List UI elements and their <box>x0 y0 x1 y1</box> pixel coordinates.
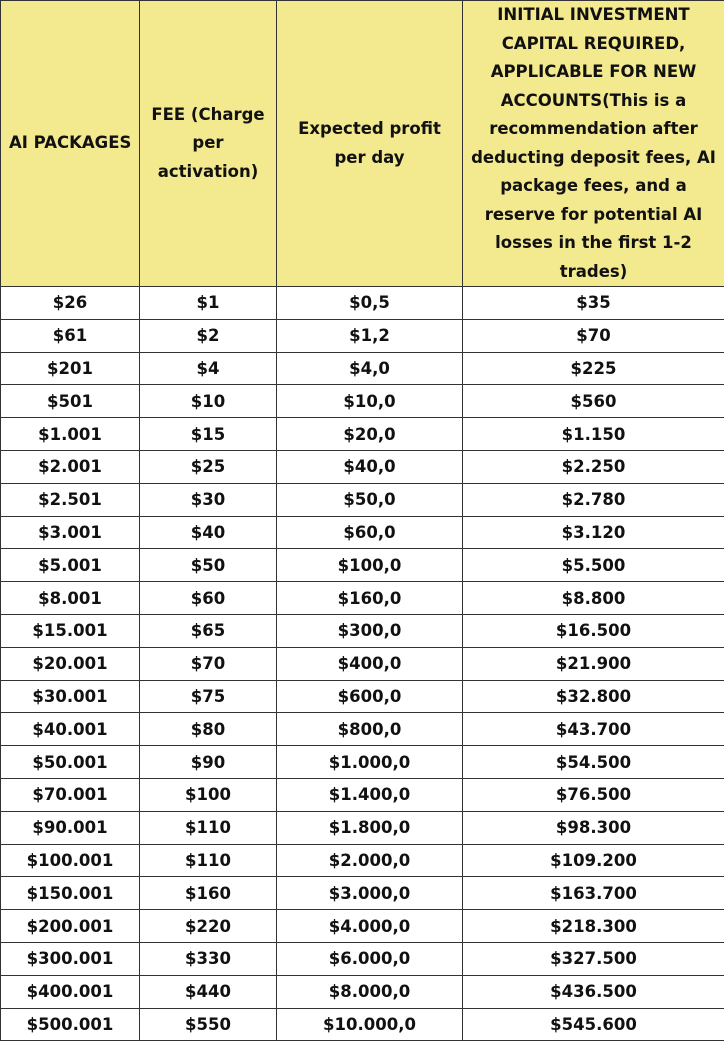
header-fee: FEE (Charge per activation) <box>140 1 277 287</box>
cell-profit: $1.800,0 <box>277 811 463 844</box>
cell-profit: $10,0 <box>277 385 463 418</box>
cell-package: $300.001 <box>1 942 140 975</box>
cell-initial-capital: $225 <box>463 352 724 385</box>
table-row <box>1 942 724 975</box>
cell-package: $500.001 <box>1 1008 140 1041</box>
cell-fee: $1 <box>140 287 277 320</box>
cell-package: $1.001 <box>1 418 140 451</box>
header-row <box>1 1 724 287</box>
cell-profit: $8.000,0 <box>277 975 463 1008</box>
cell-initial-capital: $21.900 <box>463 647 724 680</box>
table-row <box>1 910 724 943</box>
cell-profit: $4,0 <box>277 352 463 385</box>
cell-package: $30.001 <box>1 680 140 713</box>
cell-profit: $40,0 <box>277 450 463 483</box>
cell-profit: $6.000,0 <box>277 942 463 975</box>
cell-package: $70.001 <box>1 778 140 811</box>
cell-package: $40.001 <box>1 713 140 746</box>
cell-package: $20.001 <box>1 647 140 680</box>
cell-initial-capital: $70 <box>463 319 724 352</box>
cell-initial-capital: $76.500 <box>463 778 724 811</box>
table-row <box>1 647 724 680</box>
cell-initial-capital: $16.500 <box>463 614 724 647</box>
cell-initial-capital: $32.800 <box>463 680 724 713</box>
cell-fee: $4 <box>140 352 277 385</box>
cell-initial-capital: $327.500 <box>463 942 724 975</box>
cell-profit: $400,0 <box>277 647 463 680</box>
header-initial-investment: INITIAL INVESTMENT CAPITAL REQUIRED, APPLICABLE FOR NEW ACCOUNTS(This is a recommendation after deducting deposit fees, AI package fees, and a reserve for potential AI losses in the first 1-2 trades) <box>463 1 724 287</box>
cell-fee: $440 <box>140 975 277 1008</box>
cell-package: $2.501 <box>1 483 140 516</box>
table-row <box>1 746 724 779</box>
cell-fee: $50 <box>140 549 277 582</box>
cell-initial-capital: $5.500 <box>463 549 724 582</box>
cell-package: $5.001 <box>1 549 140 582</box>
cell-package: $100.001 <box>1 844 140 877</box>
cell-profit: $600,0 <box>277 680 463 713</box>
cell-initial-capital: $436.500 <box>463 975 724 1008</box>
cell-profit: $50,0 <box>277 483 463 516</box>
table-row <box>1 385 724 418</box>
cell-package: $400.001 <box>1 975 140 1008</box>
cell-package: $26 <box>1 287 140 320</box>
cell-profit: $800,0 <box>277 713 463 746</box>
table-row <box>1 516 724 549</box>
cell-fee: $110 <box>140 811 277 844</box>
cell-package: $15.001 <box>1 614 140 647</box>
cell-fee: $30 <box>140 483 277 516</box>
cell-fee: $70 <box>140 647 277 680</box>
table-row <box>1 1008 724 1041</box>
cell-profit: $1.400,0 <box>277 778 463 811</box>
cell-fee: $110 <box>140 844 277 877</box>
cell-fee: $80 <box>140 713 277 746</box>
cell-profit: $100,0 <box>277 549 463 582</box>
cell-package: $61 <box>1 319 140 352</box>
cell-fee: $330 <box>140 942 277 975</box>
table-row <box>1 450 724 483</box>
cell-initial-capital: $54.500 <box>463 746 724 779</box>
cell-initial-capital: $2.250 <box>463 450 724 483</box>
table-row <box>1 713 724 746</box>
cell-initial-capital: $560 <box>463 385 724 418</box>
cell-profit: $10.000,0 <box>277 1008 463 1041</box>
cell-profit: $1,2 <box>277 319 463 352</box>
cell-initial-capital: $545.600 <box>463 1008 724 1041</box>
cell-fee: $2 <box>140 319 277 352</box>
table-row <box>1 352 724 385</box>
cell-package: $50.001 <box>1 746 140 779</box>
cell-package: $2.001 <box>1 450 140 483</box>
table-row <box>1 778 724 811</box>
table-row <box>1 549 724 582</box>
cell-profit: $2.000,0 <box>277 844 463 877</box>
cell-initial-capital: $43.700 <box>463 713 724 746</box>
cell-profit: $3.000,0 <box>277 877 463 910</box>
table-body <box>1 287 724 1041</box>
cell-package: $201 <box>1 352 140 385</box>
cell-fee: $75 <box>140 680 277 713</box>
cell-profit: $160,0 <box>277 582 463 615</box>
cell-fee: $15 <box>140 418 277 451</box>
cell-fee: $90 <box>140 746 277 779</box>
cell-initial-capital: $8.800 <box>463 582 724 615</box>
cell-initial-capital: $163.700 <box>463 877 724 910</box>
cell-fee: $100 <box>140 778 277 811</box>
cell-initial-capital: $98.300 <box>463 811 724 844</box>
cell-fee: $160 <box>140 877 277 910</box>
cell-profit: $1.000,0 <box>277 746 463 779</box>
table-row <box>1 483 724 516</box>
cell-fee: $65 <box>140 614 277 647</box>
cell-initial-capital: $35 <box>463 287 724 320</box>
cell-profit: $300,0 <box>277 614 463 647</box>
cell-profit: $60,0 <box>277 516 463 549</box>
table-header <box>1 1 724 287</box>
table-row <box>1 418 724 451</box>
cell-fee: $10 <box>140 385 277 418</box>
cell-profit: $4.000,0 <box>277 910 463 943</box>
header-ai-packages: AI PACKAGES <box>1 1 140 287</box>
cell-fee: $60 <box>140 582 277 615</box>
header-expected-profit: Expected profit per day <box>277 1 463 287</box>
cell-initial-capital: $3.120 <box>463 516 724 549</box>
table-row <box>1 287 724 320</box>
cell-profit: $20,0 <box>277 418 463 451</box>
cell-fee: $40 <box>140 516 277 549</box>
cell-package: $200.001 <box>1 910 140 943</box>
cell-initial-capital: $2.780 <box>463 483 724 516</box>
cell-initial-capital: $109.200 <box>463 844 724 877</box>
cell-fee: $25 <box>140 450 277 483</box>
table-row <box>1 319 724 352</box>
table-row <box>1 680 724 713</box>
cell-fee: $550 <box>140 1008 277 1041</box>
table-row <box>1 582 724 615</box>
cell-package: $150.001 <box>1 877 140 910</box>
cell-initial-capital: $1.150 <box>463 418 724 451</box>
cell-profit: $0,5 <box>277 287 463 320</box>
cell-package: $90.001 <box>1 811 140 844</box>
table-row <box>1 811 724 844</box>
cell-package: $8.001 <box>1 582 140 615</box>
table-row <box>1 614 724 647</box>
cell-package: $3.001 <box>1 516 140 549</box>
cell-package: $501 <box>1 385 140 418</box>
cell-initial-capital: $218.300 <box>463 910 724 943</box>
table-row <box>1 877 724 910</box>
table-row <box>1 975 724 1008</box>
table-row <box>1 844 724 877</box>
cell-fee: $220 <box>140 910 277 943</box>
